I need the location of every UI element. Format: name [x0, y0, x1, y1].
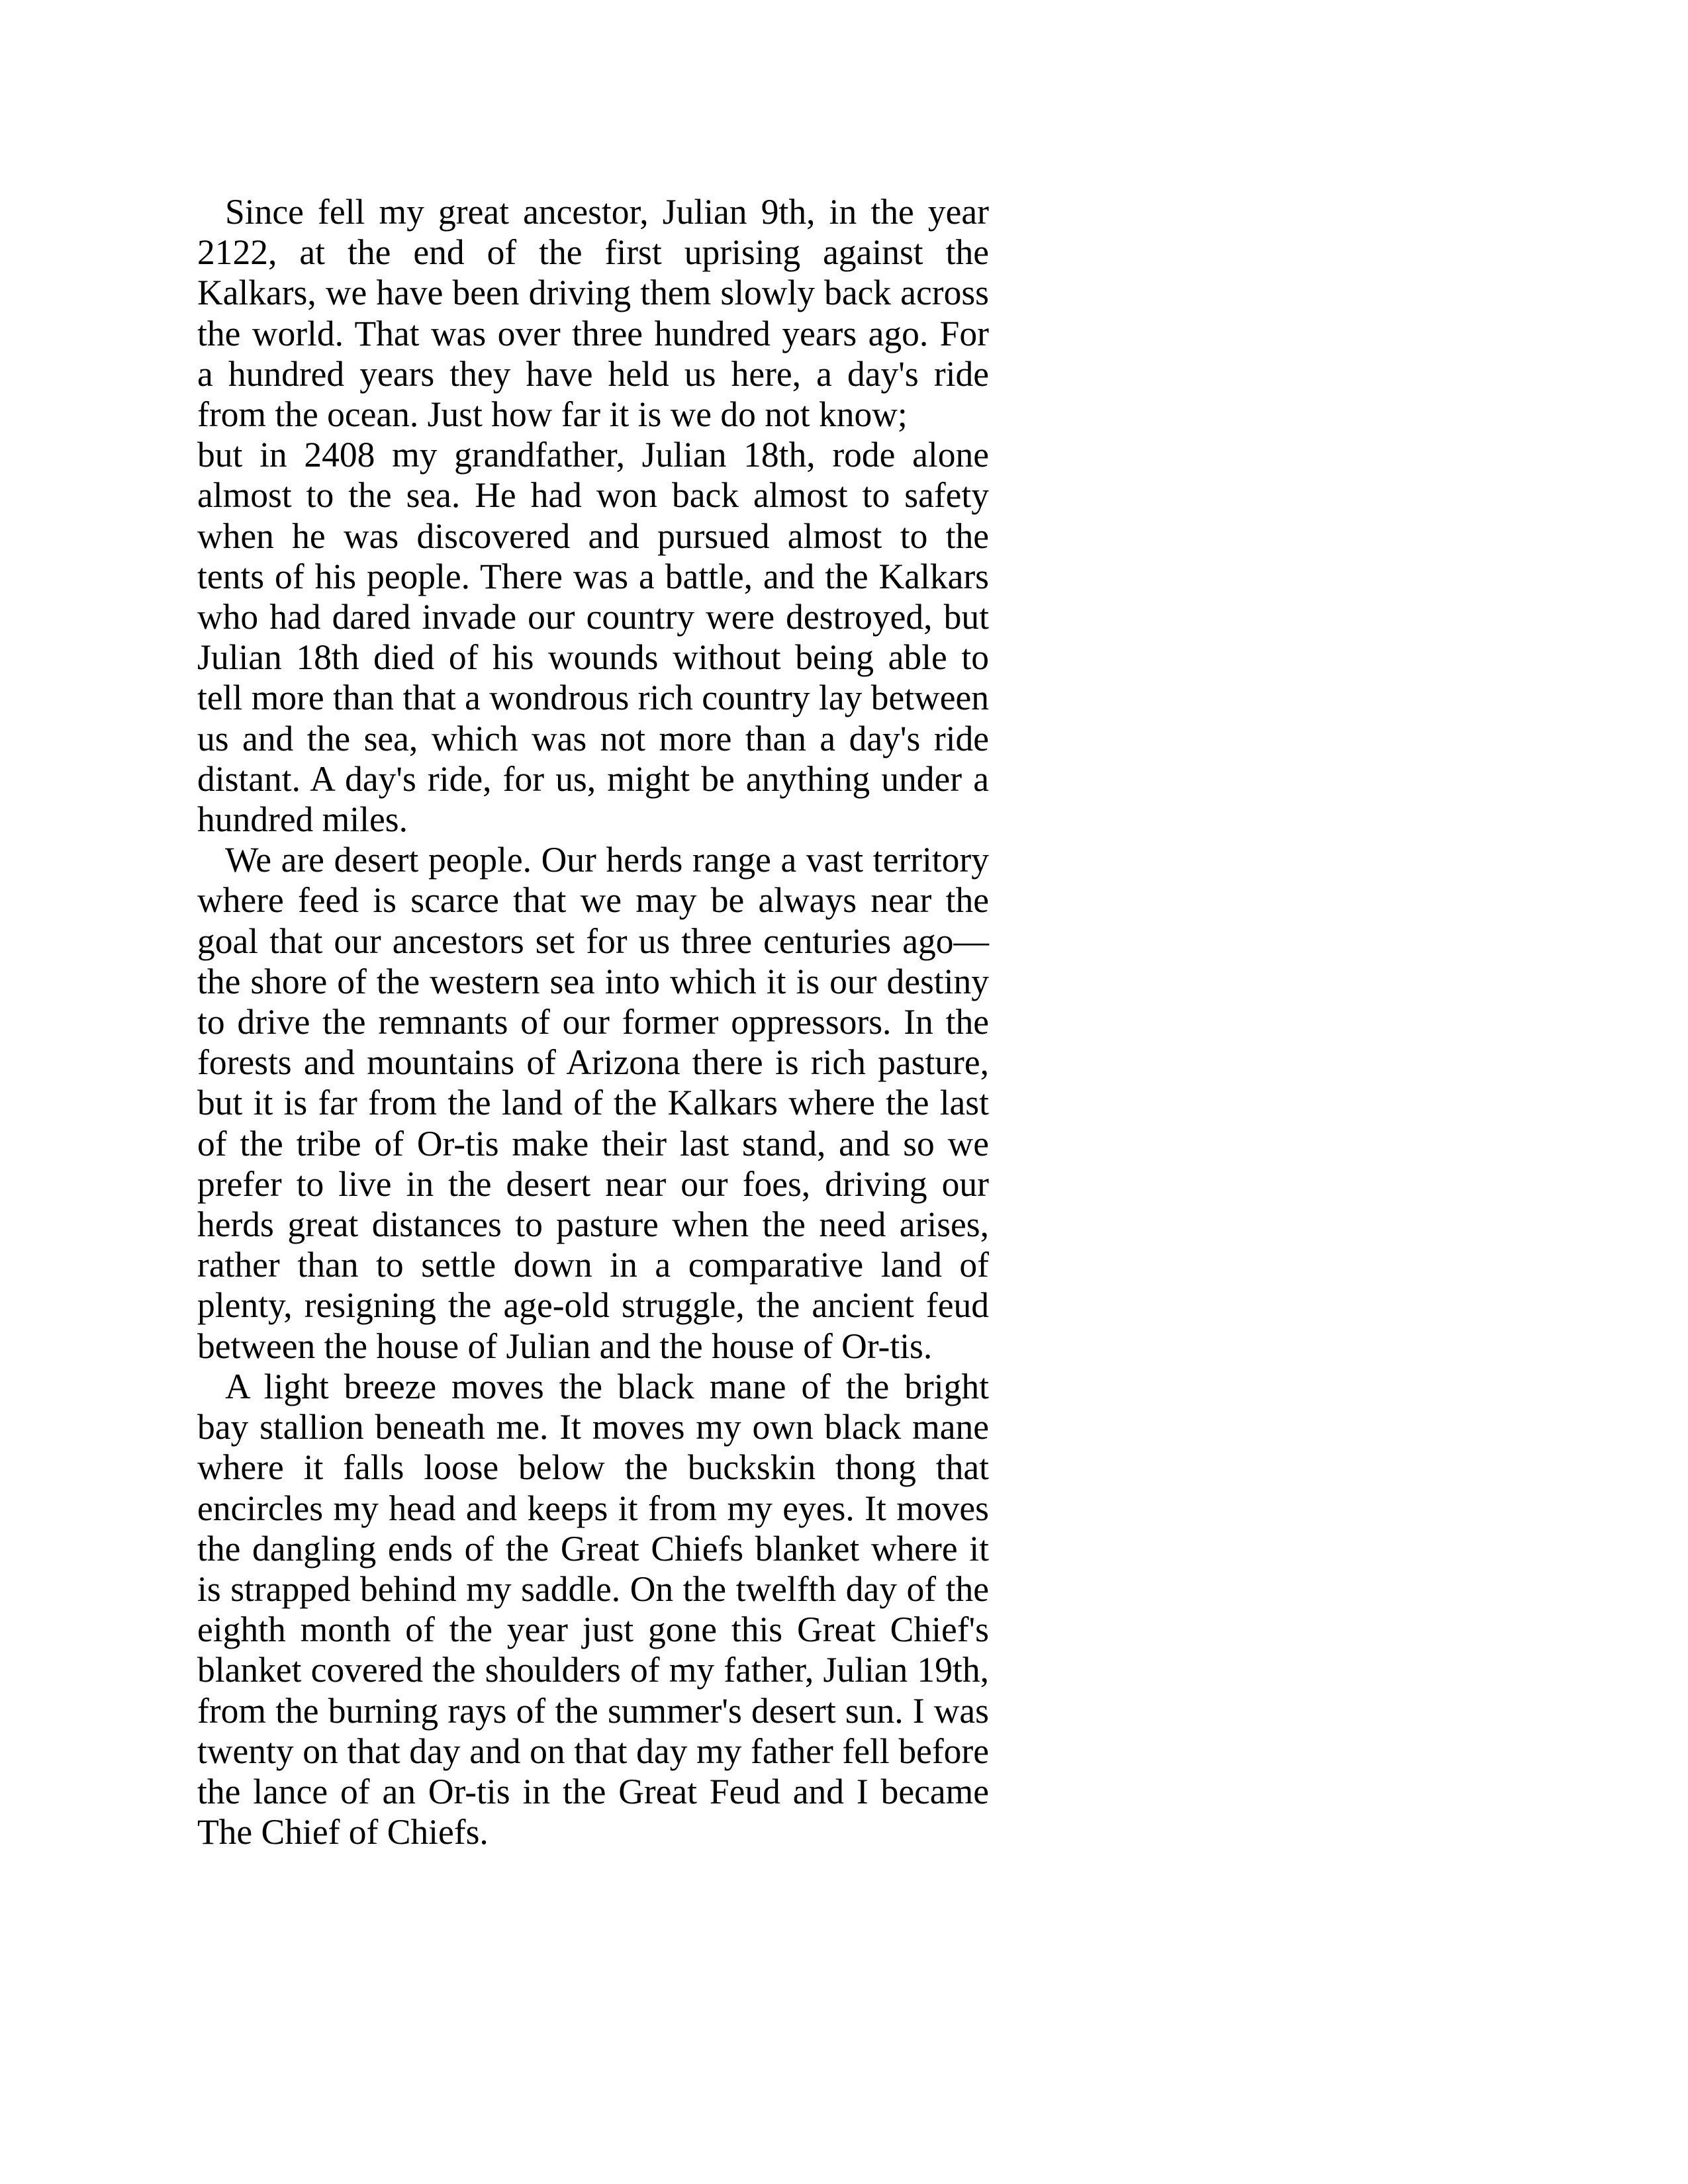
paragraph-ancestor-julian-9th: Since fell my great ancestor, Julian 9th, in the year 2122, at the end of the first uprising against the Kalkars, we have been driving them slowly back across the world. That was over three hundred years ago. For a hundred years they have held us here, a day's ride from the ocean. Just how far it is we do not know; — [197, 192, 989, 435]
paragraph-grandfather-julian-18th: but in 2408 my grandfather, Julian 18th, rode alone almost to the sea. He had won back almost to safety when he was discovered and pursued almost to the tents of his people. There was a battle, and the Kalkars who had dared invade our country were destroyed, but Julian 18th died of his wounds without being able to tell more than that a wondrous rich country lay between us and the sea, which was not more than a day's ride distant. A day's ride, for us, might be anything under a hundred miles. — [197, 435, 989, 840]
paragraph-light-breeze: A light breeze moves the black mane of the bright bay stallion beneath me. It moves my own black mane where it falls loose below the buckskin thong that encircles my head and keeps it from my eyes. It moves the dangling ends of the Great Chiefs blanket where it is strapped behind my saddle. On the twelfth day of the eighth month of the year just gone this Great Chief's blanket covered the shoulders of my father, Julian 19th, from the burning rays of the summer's desert sun. I was twenty on that day and on that day my father fell before the lance of an Or-tis in the Great Feud and I became The Chief of Chiefs. — [197, 1366, 989, 1852]
body-text-column — [197, 192, 989, 1852]
paragraph-desert-people: We are desert people. Our herds range a vast territory where feed is scarce that we may be always near the goal that our ancestors set for us three centuries ago—the shore of the western sea into which it is our destiny to drive the remnants of our former oppressors. In the forests and mountains of Arizona there is rich pasture, but it is far from the land of the Kalkars where the last of the tribe of Or-tis make their last stand, and so we prefer to live in the desert near our foes, driving our herds great distances to pasture when the need arises, rather than to settle down in a comparative land of plenty, resigning the age-old struggle, the ancient feud between the house of Julian and the house of Or-tis. — [197, 840, 989, 1366]
